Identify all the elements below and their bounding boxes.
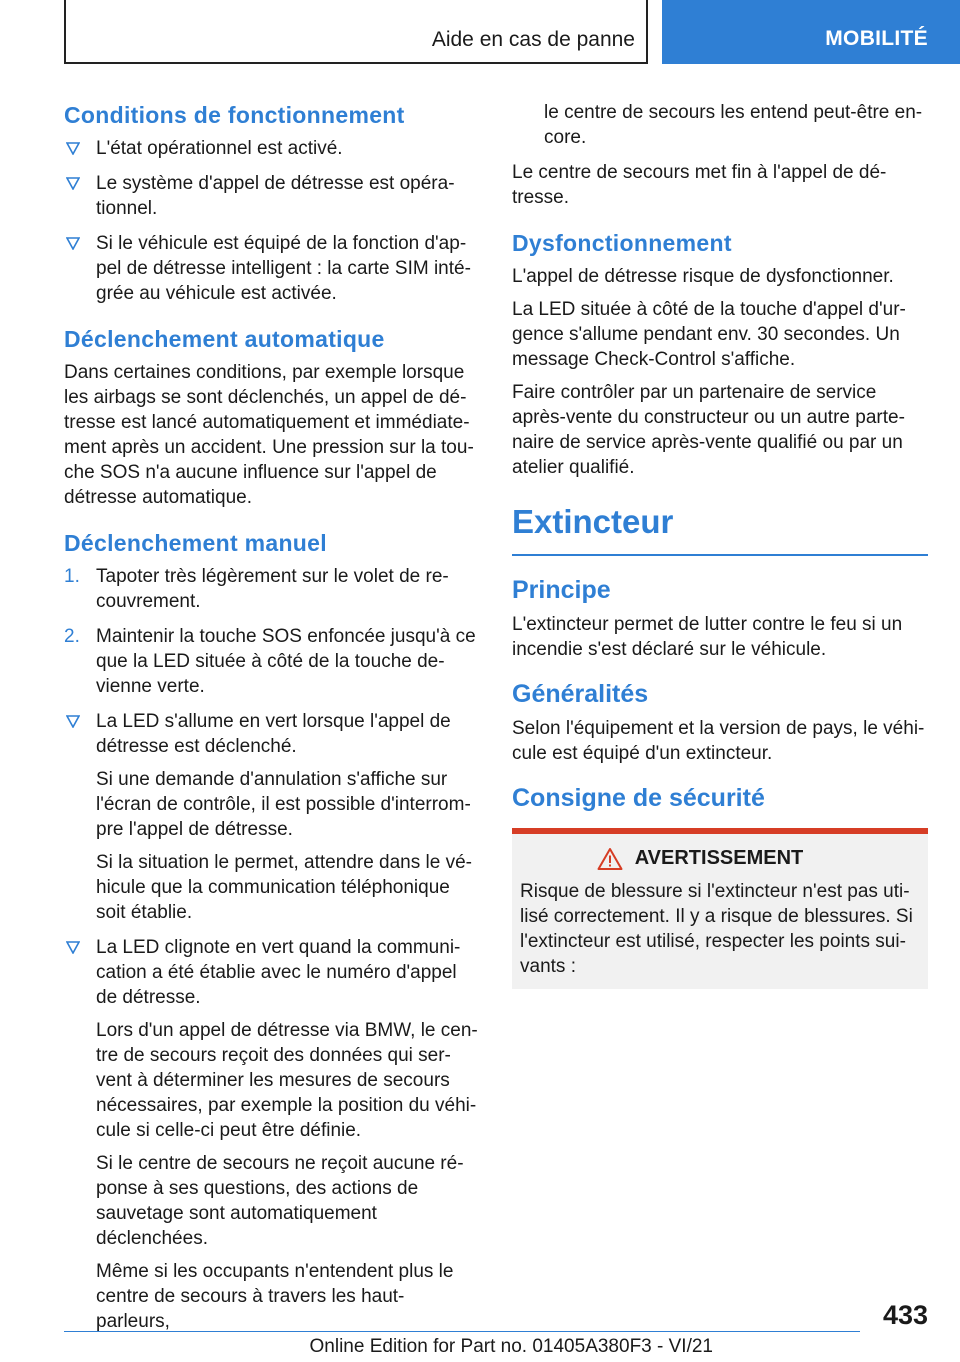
automatic-paragraph: Dans certaines conditions, par exemple lorsque les airbags se sont déclenchés, un appel de détresse est lancé automatiquement et immédiatement après un accident. Une pression sur la touche SOS n'a aucune influence sur l'appel de détresse automatique. [64, 362, 474, 508]
heading-manual: Déclenchement manuel [64, 530, 327, 556]
chapter-title: Extincteur [512, 488, 928, 556]
list-item-text: La LED s'allume en vert lorsque l'appel de détresse est déclenché. [96, 711, 451, 757]
heading-conditions: Conditions de fonctionnement [64, 102, 405, 128]
warning-box [512, 828, 928, 989]
footer-edition: Online Edition for Part no. 01405A380F3 - VI/21 [309, 1336, 713, 1357]
header-section-title: Aide en cas de panne [431, 28, 635, 51]
heading-safety: Consigne de sécurité [512, 784, 765, 812]
list-item [64, 136, 478, 161]
step-item [64, 624, 478, 699]
list-item-subparagraph: Si la situation le permet, attendre dans le véhicule que la communication téléphonique soit établie. [96, 852, 472, 923]
list-item-subparagraph: Lors d'un appel de détresse via BMW, le centre de secours reçoit des données qui servent à déterminer les mesures de secours nécessaires, par exemple la position du véhicule si celle-ci peut être définie. [96, 1020, 478, 1141]
left-column [64, 100, 478, 1344]
step-text: Maintenir la touche SOS enfoncée jusqu'à ce que la LED située à côté de la touche devienne verte. [96, 626, 476, 697]
triangle-bullet-icon [66, 142, 80, 155]
list-item-text: Si le véhicule est équipé de la fonction d'appel de détresse intelligent : la carte SIM intégrée au véhicule est activée. [96, 233, 471, 304]
heading-general: Généralités [512, 680, 649, 708]
triangle-bullet-icon [66, 237, 80, 250]
list-item-text: La LED clignote en vert quand la communication a été établie avec le numéro d'appel de détresse. [96, 937, 461, 1008]
warning-header [520, 846, 920, 871]
triangle-bullet-icon [66, 177, 80, 190]
general-paragraph: Selon l'équipement et la version de pays, le véhicule est équipé d'un extincteur. [512, 718, 925, 764]
heading-malfunction: Dysfonctionnement [512, 230, 732, 256]
right-column [512, 100, 928, 989]
continued-text: le centre de secours les entend peut-être encore. [544, 102, 923, 148]
malfunction-paragraph: Faire contrôler par un partenaire de service après-vente du constructeur ou un autre partenaire de service après-vente qualifié ou par un atelier qualifié. [512, 382, 905, 478]
warning-text: Risque de blessure si l'extincteur n'est pas utilisé correctement. Il y a risque de blessures. Si l'extincteur est utilisé, respecter les points suivants : [520, 881, 913, 977]
list-item-text: Le système d'appel de détresse est opérationnel. [96, 173, 455, 219]
chapter-tab [662, 0, 960, 64]
triangle-bullet-icon [66, 941, 80, 954]
list-item-subparagraph: Si une demande d'annulation s'affiche sur l'écran de contrôle, il est possible d'interrompre l'appel de détresse. [96, 769, 471, 840]
page-number: 433 [882, 1300, 928, 1330]
list-item-subparagraph: Même si les occupants n'entendent plus le centre de secours à travers les haut-parleurs, [96, 1261, 454, 1332]
step-number: 2. [64, 626, 80, 647]
list-item-text: L'état opérationnel est activé. [96, 138, 343, 159]
list-item [64, 231, 478, 306]
step-item [64, 564, 478, 614]
triangle-bullet-icon [66, 715, 80, 728]
malfunction-paragraph: L'appel de détresse risque de dysfonctionner. [512, 266, 894, 287]
list-item [64, 935, 478, 1334]
footer-divider [64, 1331, 860, 1332]
end-call-paragraph: Le centre de secours met fin à l'appel de détresse. [512, 162, 887, 208]
list-item [64, 709, 478, 925]
list-item [64, 171, 478, 221]
step-number: 1. [64, 566, 80, 587]
warning-triangle-icon [597, 847, 623, 871]
warning-title: AVERTISSEMENT [634, 847, 804, 869]
principle-paragraph: L'extincteur permet de lutter contre le feu si un incendie s'est déclaré sur le véhicule. [512, 614, 903, 660]
step-text: Tapoter très légèrement sur le volet de recouvrement. [96, 566, 449, 612]
list-item-subparagraph: Si le centre de secours ne reçoit aucune réponse à ses questions, des actions de sauvetage sont automatiquement déclenchées. [96, 1153, 464, 1249]
malfunction-paragraph: La LED située à côté de la touche d'appel d'urgence s'allume pendant env. 30 secondes. Un message Check-Control s'affiche. [512, 299, 906, 370]
heading-automatic: Déclenchement automatique [64, 326, 385, 352]
chapter-tab-label: MOBILITÉ [825, 27, 928, 50]
heading-principle: Principe [512, 576, 611, 604]
